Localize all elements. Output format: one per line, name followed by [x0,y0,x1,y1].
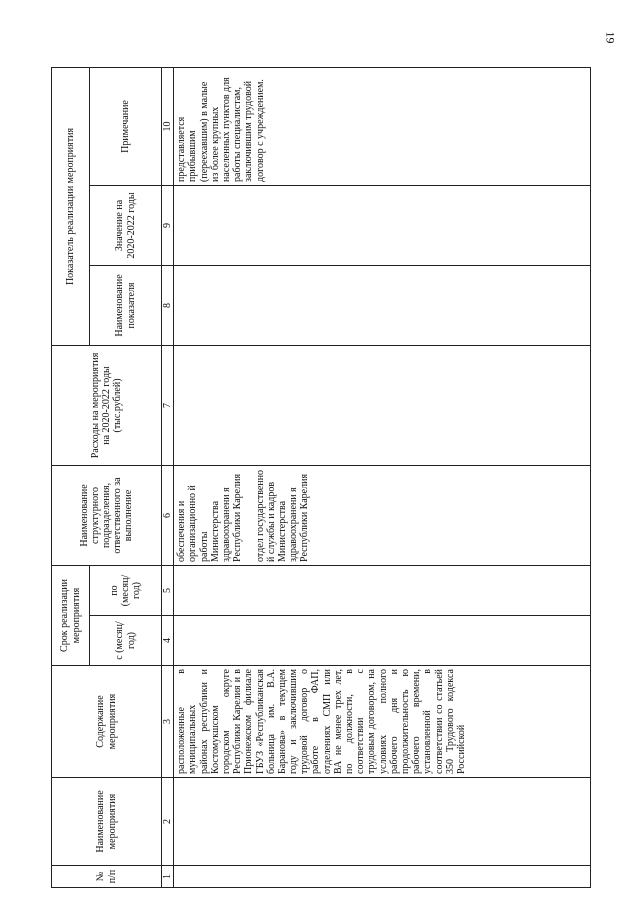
cell-index [174,866,591,888]
column-number: 7 [162,345,174,465]
header-measure-content: Содержание мероприятия [52,666,162,778]
cell-note: представляется прибывшим (переехавшим) в малые из более крупных населенных пунктов для работы специалистам, заключившим трудовой договор с учреждением. [174,67,591,185]
column-number: 1 [162,866,174,888]
cell-indicator-name [174,265,591,345]
cell-expenses [174,345,591,465]
header-note: Примечание [90,67,162,185]
header-index: № п/п [52,866,162,888]
header-measure-name: Наименование мероприятия [52,778,162,866]
column-number: 10 [162,67,174,185]
page-number: 19 [603,31,618,44]
column-number: 2 [162,778,174,866]
cell-to [174,565,591,615]
column-number: 6 [162,465,174,565]
measures-table [51,67,591,888]
header-expenses: Расходы на мероприятия на 2020-2022 годы (тыс.рублей) [52,345,162,465]
column-number: 3 [162,666,174,778]
header-responsible-unit: Наименование структурного подразделения, ответственного за выполнение [52,465,162,565]
header-from: с (месяц/год) [90,616,162,666]
header-indicator-value: Значение на 2020-2022 годы [90,185,162,265]
header-indicator-name: Наименование показателя [90,265,162,345]
column-number: 8 [162,265,174,345]
header-period-group: Срок реализации мероприятия [52,565,90,665]
column-number: 5 [162,565,174,615]
cell-measure-name [174,778,591,866]
cell-from [174,616,591,666]
column-number: 4 [162,616,174,666]
landscape-sheet [51,68,591,888]
cell-indicator-value [174,185,591,265]
header-to: по (месяц/год) [90,565,162,615]
cell-responsible-unit: обеспечения и организационно й работы Министерства здравоохранени я Республики Карелия отдел государственно й службы и кадров Министерства здравоохранени я Республики Карелия [174,465,591,565]
column-number: 9 [162,185,174,265]
header-indicator-group: Показатель реализации мероприятия [52,67,90,345]
cell-measure-content: расположенные в муниципальных районах республики и Костомукшском городском округе Республики Карелия и в Прионежском филиале ГБУЗ «Республиканская больница им. В.А. Баранова» в текущем году и заключившим трудовой договор о работе в ФАП, отделениях СМП или ВА не менее трех лет, по должности, в соответствии с трудовым договором, на условиях полного рабочего дня и продолжительность ю рабочего времени, установленной в соответствии со статьей 350 Трудового кодекса Российской [174,666,591,778]
